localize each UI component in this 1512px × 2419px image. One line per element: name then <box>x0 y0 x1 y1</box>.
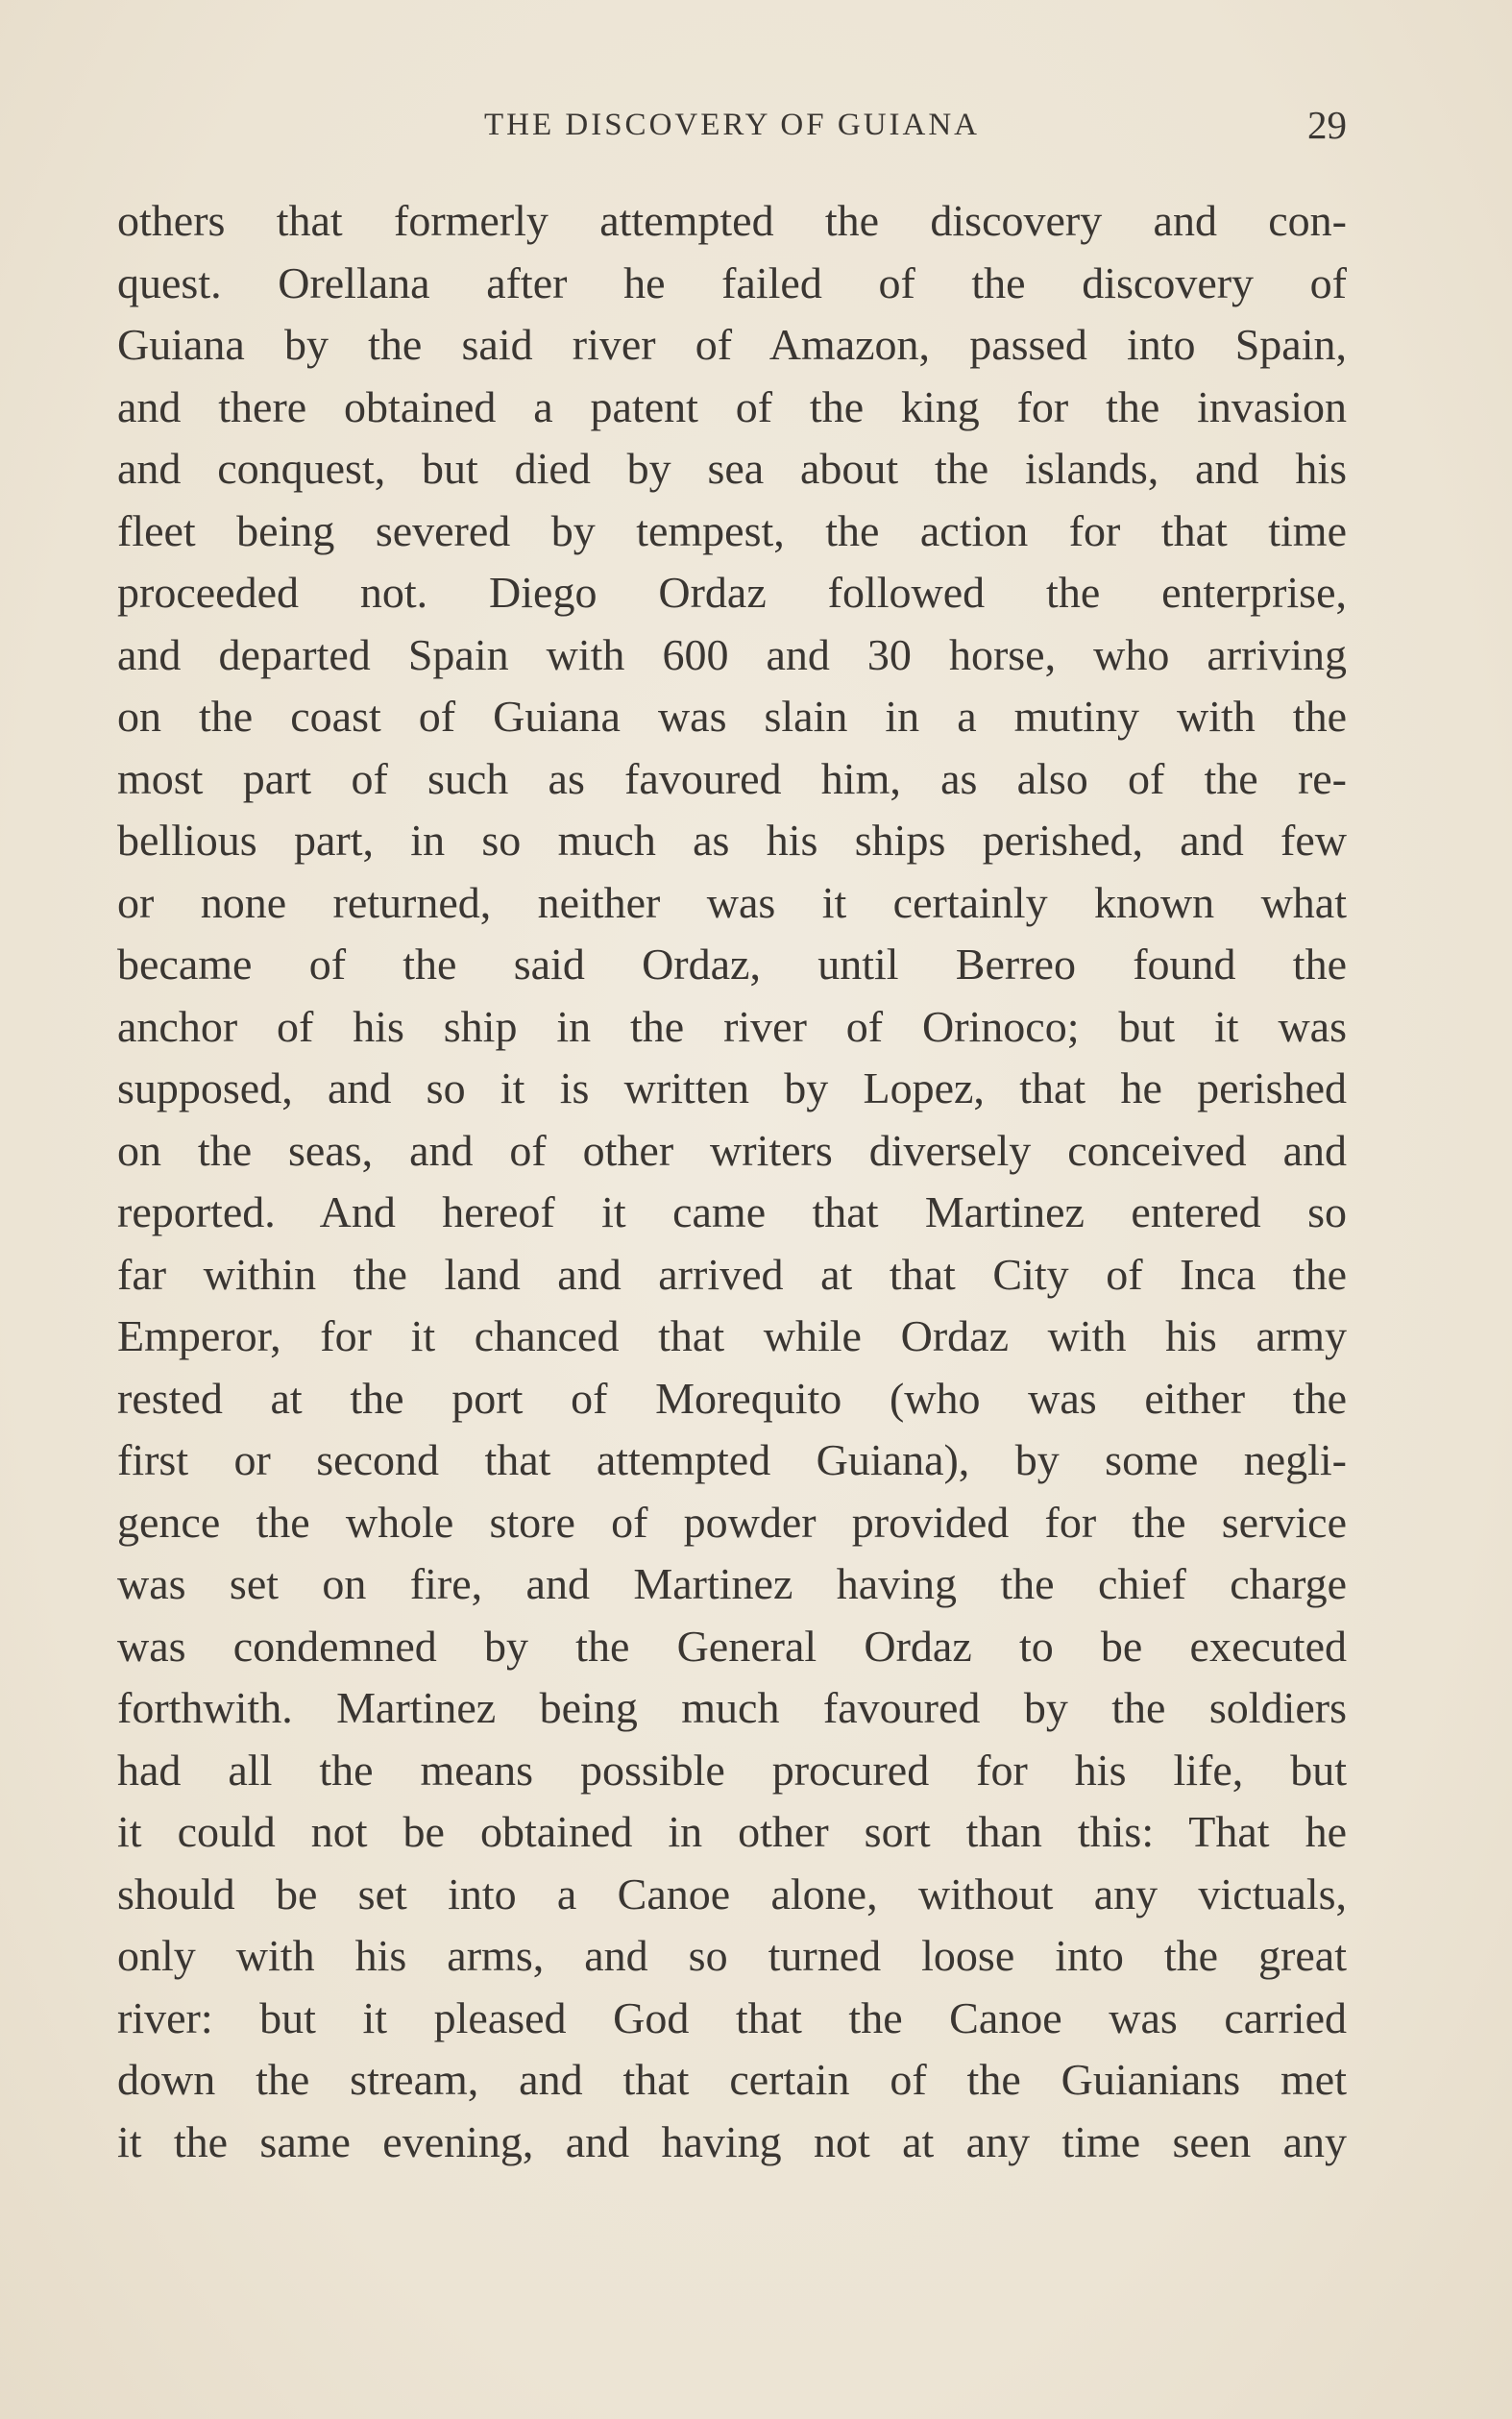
text-line: first or second that attempted Guiana), by some negli- <box>117 1435 1347 1484</box>
text-line: fleet being severed by tempest, the action for that time <box>117 505 1347 555</box>
text-line: was condemned by the General Ordaz to be executed <box>117 1621 1347 1671</box>
text-line: it could not be obtained in other sort than this: That he <box>117 1807 1347 1856</box>
text-line: most part of such as favoured him, as also of the re- <box>117 753 1347 803</box>
text-line: it the same evening, and having not at any time seen any <box>117 2116 1347 2166</box>
page-number: 29 <box>1307 103 1347 147</box>
text-line: far within the land and arrived at that City of Inca the <box>117 1249 1347 1299</box>
text-line: and conquest, but died by sea about the islands, and his <box>117 444 1347 493</box>
text-line: had all the means possible procured for his life, but <box>117 1745 1347 1795</box>
text-line: quest. Orellana after he failed of the discovery of <box>117 257 1347 307</box>
text-line: was set on fire, and Martinez having the chief charge <box>117 1559 1347 1608</box>
text-line: Guiana by the said river of Amazon, passed into Spain, <box>117 320 1347 369</box>
text-line: river: but it pleased God that the Canoe was carried <box>117 1992 1347 2042</box>
text-line: supposed, and so it is written by Lopez, that he perished <box>117 1063 1347 1112</box>
body-text <box>117 190 1347 2173</box>
text-line: gence the whole store of powder provided for the service <box>117 1497 1347 1547</box>
text-line: on the coast of Guiana was slain in a mutiny with the <box>117 692 1347 741</box>
text-line: only with his arms, and so turned loose into the great <box>117 1931 1347 1980</box>
text-line: forthwith. Martinez being much favoured by the soldiers <box>117 1683 1347 1732</box>
text-line: and departed Spain with 600 and 30 horse, who arriving <box>117 629 1347 679</box>
text-line: on the seas, and of other writers diversely conceived and <box>117 1125 1347 1175</box>
text-line: proceeded not. Diego Ordaz followed the enterprise, <box>117 568 1347 617</box>
text-line: became of the said Ordaz, until Berreo found the <box>117 940 1347 989</box>
text-line: reported. And hereof it came that Martinez entered so <box>117 1187 1347 1236</box>
text-line: should be set into a Canoe alone, without any victuals, <box>117 1869 1347 1918</box>
running-title: THE DISCOVERY OF GUIANA <box>483 108 981 142</box>
text-line: or none returned, neither was it certainly known what <box>117 877 1347 927</box>
text-line: down the stream, and that certain of the Guianians met <box>117 2055 1347 2104</box>
text-line: others that formerly attempted the discovery and con- <box>117 196 1347 245</box>
text-line: Emperor, for it chanced that while Ordaz with his army <box>117 1311 1347 1360</box>
text-line: anchor of his ship in the river of Orinoco; but it was <box>117 1001 1347 1051</box>
text-line: bellious part, in so much as his ships perished, and few <box>117 816 1347 865</box>
text-line: rested at the port of Morequito (who was either the <box>117 1373 1347 1423</box>
running-head <box>117 104 1347 146</box>
text-line: and there obtained a patent of the king for the invasion <box>117 381 1347 431</box>
